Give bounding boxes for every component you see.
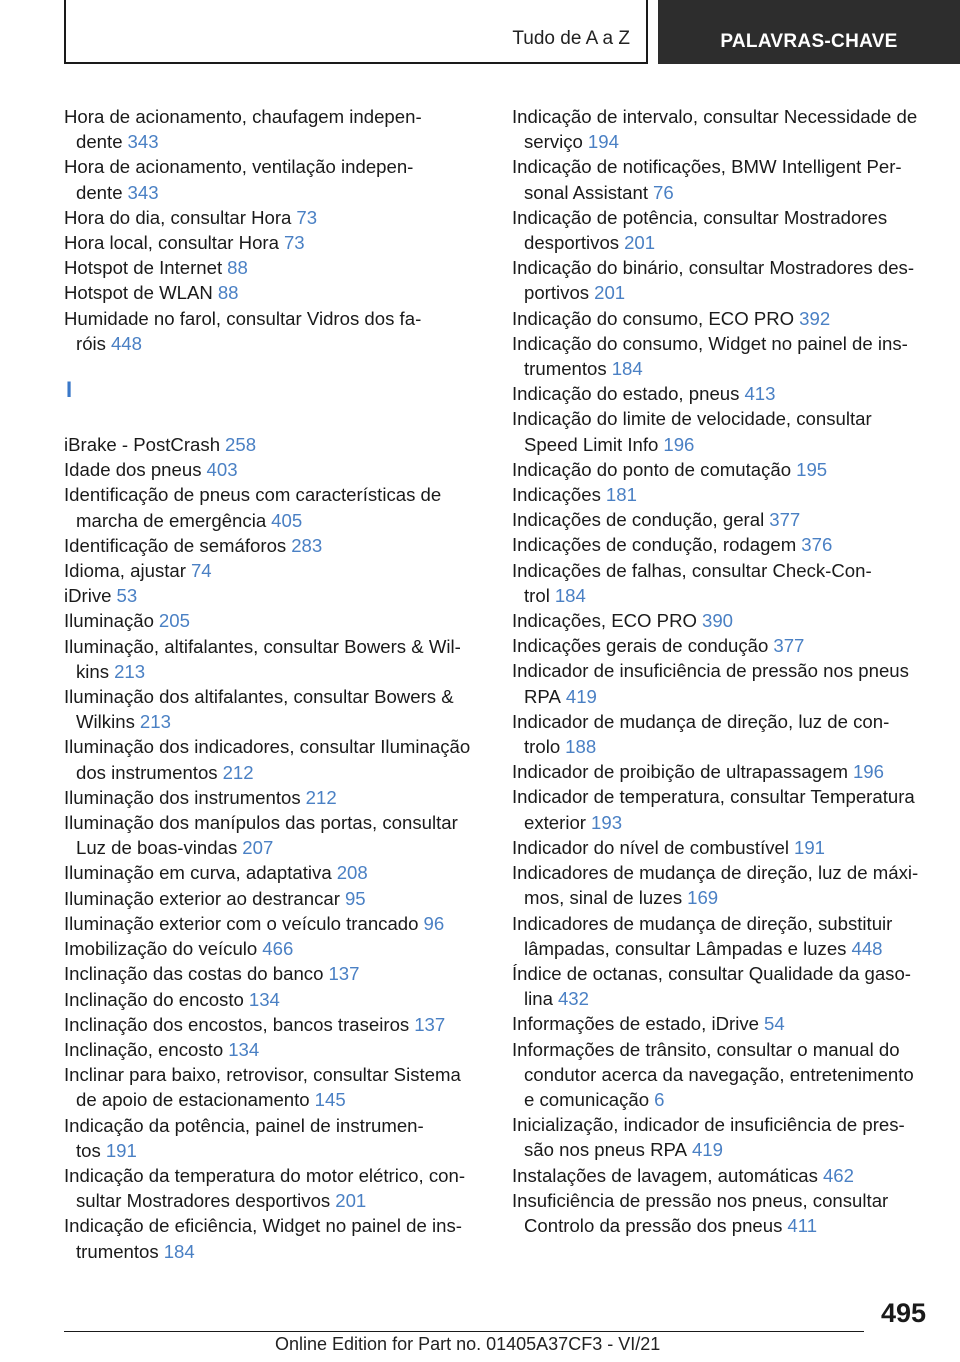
index-entry-page-link[interactable]: 184 <box>163 1240 195 1262</box>
index-entry-text: trol <box>524 584 550 606</box>
index-entry-text: Informações de trânsito, consultar o manual do <box>512 1038 900 1060</box>
index-entry <box>64 280 482 305</box>
index-entry-page-link[interactable]: 181 <box>605 484 637 506</box>
index-entry-page-link[interactable]: 137 <box>414 1013 446 1035</box>
index-entry-text: Iluminação dos manípulos das portas, consultar <box>64 812 458 834</box>
index-entry-text: lâmpadas, consultar Lâmpadas e luzes <box>524 937 847 959</box>
index-entry <box>64 987 482 1012</box>
index-entry-text: Indicações, ECO PRO <box>512 610 697 632</box>
index-entry-page-link[interactable]: 403 <box>206 459 238 481</box>
index-entry <box>512 306 932 331</box>
index-entry-text: Idioma, ajustar <box>64 560 186 582</box>
index-entry-text: tos <box>76 1139 101 1161</box>
index-entry-page-link[interactable]: 411 <box>787 1214 818 1236</box>
index-entry <box>64 810 482 860</box>
index-entry <box>64 457 482 482</box>
index-entry-text: Hora do dia, consultar Hora <box>64 206 292 228</box>
index-entry <box>512 331 932 381</box>
index-entry-text: Índice de octanas, consultar Qualidade da gaso- <box>512 962 911 984</box>
index-entry-page-link[interactable]: 213 <box>114 660 146 682</box>
index-entry-text: Identificação de pneus com características de <box>64 484 442 506</box>
index-entry-text: Inicialização, indicador de insuficiência de pres- <box>512 1114 905 1136</box>
index-entry <box>64 306 482 356</box>
index-entry-text: Controlo da pressão dos pneus <box>524 1214 783 1236</box>
index-entry-text: marcha de emergência <box>76 509 267 531</box>
index-entry <box>64 104 482 154</box>
index-entry <box>512 1112 932 1162</box>
index-entry <box>512 633 932 658</box>
index-entry <box>512 658 932 708</box>
index-entry <box>64 1213 482 1263</box>
index-entry-text: Iluminação dos altifalantes, consultar Bowers & <box>64 686 454 708</box>
index-entry-page-link[interactable]: 283 <box>291 534 323 556</box>
index-entry-page-link[interactable]: 195 <box>796 458 828 480</box>
index-entry-text: RPA <box>524 685 561 707</box>
index-entry-text: desportivos <box>524 232 620 254</box>
index-entry-text: Indicador do nível de combustível <box>512 836 789 858</box>
index-column-right <box>512 104 932 1238</box>
index-entry-page-link[interactable]: 207 <box>242 837 274 859</box>
index-entry-text: Imobilização do veículo <box>64 938 258 960</box>
index-entry-text: lina <box>524 988 553 1010</box>
index-entry <box>512 558 932 608</box>
index-entry <box>512 1037 932 1113</box>
index-entry-page-link[interactable]: 169 <box>687 887 719 909</box>
index-entry-page-link[interactable]: 343 <box>127 131 159 153</box>
index-entry-text: Indicação do binário, consultar Mostradores des- <box>512 257 915 279</box>
index-entry-page-link[interactable]: 188 <box>565 736 597 758</box>
index-entry-text: condutor acerca da navegação, entretenimento <box>524 1063 914 1085</box>
index-entry-text: Hotspot de WLAN <box>64 282 213 304</box>
index-entry-page-link[interactable]: 6 <box>654 1088 665 1110</box>
section-title: Tudo de A a Z <box>512 28 630 49</box>
index-entry <box>512 961 932 1011</box>
index-entry-page-link[interactable]: 390 <box>701 610 734 632</box>
index-entry-page-link[interactable]: 208 <box>336 862 368 884</box>
index-entry-page-link[interactable]: 191 <box>794 836 826 858</box>
index-entry <box>64 205 482 230</box>
index-entry <box>512 532 932 557</box>
index-entry-text: Instalações de lavagem, automáticas <box>512 1164 818 1186</box>
index-entry-text: Indicador de mudança de direção, luz de con- <box>512 710 890 732</box>
index-entry <box>512 1163 932 1188</box>
index-entry <box>64 734 482 784</box>
index-entry-text: Indicação de notificações, BMW Intelligent Per- <box>512 156 902 178</box>
index-entry <box>64 886 482 911</box>
index-entry-page-link[interactable]: 448 <box>851 937 883 959</box>
index-entry-text: Iluminação exterior com o veículo trancado <box>64 912 419 934</box>
index-entry-text: e comunicação <box>524 1088 650 1110</box>
index-entry-page-link[interactable]: 194 <box>587 131 619 153</box>
index-entry <box>512 709 932 759</box>
index-entry-page-link[interactable]: 88 <box>217 282 239 304</box>
index-entry-text: trolo <box>524 736 561 758</box>
index-entry-page-link[interactable]: 76 <box>653 181 674 203</box>
index-entry-text: Iluminação dos instrumentos <box>64 786 301 808</box>
index-entry-text: Indicações de condução, geral <box>512 509 765 531</box>
index-entry-page-link[interactable]: 201 <box>594 282 626 304</box>
index-entry-page-link[interactable]: 392 <box>799 307 831 329</box>
index-entry-text: Indicadores de mudança de direção, substituir <box>512 912 893 934</box>
index-entry <box>64 860 482 885</box>
index-entry-text: Hora local, consultar Hora <box>64 232 279 254</box>
index-entry <box>64 583 482 608</box>
index-entry-page-link[interactable]: 54 <box>764 1013 785 1035</box>
index-entry-text: trumentos <box>76 1240 159 1262</box>
index-entry <box>64 1037 482 1062</box>
index-entry-page-link[interactable]: 212 <box>305 786 337 808</box>
index-entry <box>64 634 482 684</box>
index-entry <box>64 432 482 457</box>
index-entry-text: Indicação do consumo, Widget no painel de ins- <box>512 332 908 354</box>
index-entry-text: Iluminação, altifalantes, consultar Bowers & Wil- <box>64 635 461 657</box>
index-entry-page-link[interactable]: 212 <box>222 761 254 783</box>
index-entry-text: róis <box>76 332 106 354</box>
index-entry-page-link[interactable]: 134 <box>248 988 280 1010</box>
index-entry-text: Inclinação dos encostos, bancos traseiros <box>64 1013 410 1035</box>
index-entry-page-link[interactable]: 419 <box>691 1139 723 1161</box>
index-entry-page-link[interactable]: 466 <box>262 938 294 960</box>
index-entry-page-link[interactable]: 184 <box>554 584 586 606</box>
index-entry <box>64 684 482 734</box>
index-entry-page-link[interactable]: 432 <box>557 988 589 1010</box>
index-entry-text: Hora de acionamento, chaufagem indepen- <box>64 106 422 127</box>
index-entry-page-link[interactable]: 448 <box>110 332 142 354</box>
index-entry-text: Indicação do estado, pneus <box>512 383 740 405</box>
index-entry <box>64 608 482 633</box>
index-entry-page-link[interactable]: 193 <box>591 811 623 833</box>
index-entry-text: iBrake - PostCrash <box>64 434 221 456</box>
index-entry-text: dente <box>76 131 123 153</box>
index-entry-text: iDrive <box>64 585 112 607</box>
index-entry <box>512 406 932 456</box>
index-entry-text: exterior <box>524 811 587 833</box>
index-entry-text: Indicação da potência, painel de instrumen- <box>64 1114 424 1136</box>
index-entry-page-link[interactable]: 413 <box>744 383 776 405</box>
index-entry-page-link[interactable]: 88 <box>227 257 248 279</box>
index-entry-text: Inclinação, encosto <box>64 1038 224 1060</box>
index-entry-page-link[interactable]: 196 <box>663 433 695 455</box>
index-entry-text: Indicação de eficiência, Widget no painel de ins- <box>64 1215 462 1237</box>
index-entry-page-link[interactable]: 405 <box>271 509 303 531</box>
index-entry-text: Hotspot de Internet <box>64 257 223 279</box>
index-entry-text: Indicação do consumo, ECO PRO <box>512 307 795 329</box>
index-entry <box>512 104 932 154</box>
index-entry <box>512 608 932 633</box>
index-entry <box>64 1012 482 1037</box>
page-number: 495 <box>880 1298 926 1328</box>
index-entry-page-link[interactable]: 137 <box>328 963 360 985</box>
index-entry-text: Indicações gerais de condução <box>512 635 769 657</box>
index-entry <box>512 1011 932 1036</box>
index-entry-text: portivos <box>524 282 590 304</box>
index-column-left <box>64 104 482 1264</box>
index-entry-text: Indicações de condução, rodagem <box>512 534 797 556</box>
index-entry-text: Informações de estado, iDrive <box>512 1013 760 1035</box>
index-entry <box>64 558 482 583</box>
index-entry-text: sonal Assistant <box>524 181 649 203</box>
index-letter-heading: I <box>66 377 73 403</box>
index-entry <box>512 507 932 532</box>
index-entry-text: dos instrumentos <box>76 761 218 783</box>
index-entry-text: Inclinação das costas do banco <box>64 963 324 985</box>
index-entry-page-link[interactable]: 377 <box>769 509 801 531</box>
index-entry <box>512 457 932 482</box>
index-entry-page-link[interactable]: 95 <box>344 887 366 909</box>
index-entry-text: Speed Limit Info <box>524 433 659 455</box>
index-entry <box>64 482 482 532</box>
index-entry-page-link[interactable]: 462 <box>822 1164 854 1186</box>
index-entry <box>512 381 932 406</box>
index-entry <box>512 759 932 784</box>
index-entry-text: Insuficiência de pressão nos pneus, consultar <box>512 1189 889 1211</box>
index-entry-page-link[interactable]: 201 <box>335 1190 367 1212</box>
index-entry-page-link[interactable]: 96 <box>423 912 445 934</box>
index-entry-text: Indicação da temperatura do motor elétrico, con- <box>64 1164 466 1186</box>
index-entry-text: Indicador de temperatura, consultar Temperatura <box>512 786 915 808</box>
index-entry-page-link[interactable]: 258 <box>225 434 257 456</box>
index-entry-text: Indicação de intervalo, consultar Necessidade de <box>512 106 918 127</box>
index-entry <box>64 1113 482 1163</box>
index-entry-text: são nos pneus RPA <box>524 1139 687 1161</box>
index-entry <box>64 154 482 204</box>
index-entry-text: kins <box>76 660 110 682</box>
index-entry-text: Indicações <box>512 484 601 506</box>
index-entry-page-link[interactable]: 74 <box>190 560 212 582</box>
index-entry-text: Iluminação <box>64 610 154 632</box>
index-entry-text: Iluminação em curva, adaptativa <box>64 862 332 884</box>
index-entry-text: Hora de acionamento, ventilação indepen- <box>64 156 414 178</box>
index-entry-page-link[interactable]: 134 <box>228 1038 260 1060</box>
index-entry <box>512 482 932 507</box>
index-entry <box>512 154 932 204</box>
index-entry-page-link[interactable]: 196 <box>852 761 884 783</box>
header-tab-label: PALAVRAS-CHAVE <box>720 31 898 52</box>
index-entry <box>512 1188 932 1238</box>
index-entry-text: Wilkins <box>76 711 135 733</box>
index-entry <box>64 785 482 810</box>
index-entry-page-link[interactable]: 376 <box>801 534 833 556</box>
index-entry-text: Indicador de proibição de ultrapassagem <box>512 761 848 783</box>
footer-edition-text: Online Edition for Part no. 01405A37CF3 - VI/21 <box>275 1334 661 1354</box>
header-frame <box>64 0 648 64</box>
index-entry-text: Inclinação do encosto <box>64 988 244 1010</box>
index-entry-page-link[interactable]: 145 <box>314 1089 346 1111</box>
index-entry <box>512 205 932 255</box>
index-entry-page-link[interactable]: 73 <box>283 232 305 254</box>
index-entry-page-link[interactable]: 343 <box>127 181 159 203</box>
index-entry <box>512 835 932 860</box>
index-entry <box>64 255 482 280</box>
index-entry-text: Indicação do limite de velocidade, consultar <box>512 408 872 430</box>
index-entry <box>64 911 482 936</box>
index-entry-text: de apoio de estacionamento <box>76 1089 310 1111</box>
index-entry-page-link[interactable]: 419 <box>565 685 597 707</box>
index-entry-text: serviço <box>524 131 583 153</box>
index-entry-text: Indicação de potência, consultar Mostradores <box>512 206 888 228</box>
index-entry-page-link[interactable]: 213 <box>139 711 171 733</box>
footer-divider <box>64 1331 864 1332</box>
index-entry-page-link[interactable]: 205 <box>158 610 190 632</box>
index-entry-text: trumentos <box>524 358 607 380</box>
header-tab-keywords[interactable] <box>658 0 960 64</box>
index-entry-text: sultar Mostradores desportivos <box>76 1190 331 1212</box>
index-entry-text: Indicações de falhas, consultar Check-Con- <box>512 559 872 581</box>
index-entry-page-link[interactable]: 201 <box>624 232 656 254</box>
index-entry-text: mos, sinal de luzes <box>524 887 683 909</box>
index-entry <box>64 961 482 986</box>
index-entry <box>64 936 482 961</box>
index-entry-text: Indicador de insuficiência de pressão nos pneus <box>512 660 909 682</box>
index-entry-page-link[interactable]: 377 <box>773 635 805 657</box>
index-entry <box>64 533 482 558</box>
index-entry-page-link[interactable]: 191 <box>105 1139 137 1161</box>
index-entry-text: dente <box>76 181 123 203</box>
index-entry-page-link[interactable]: 73 <box>296 206 318 228</box>
index-entry-text: Inclinar para baixo, retrovisor, consultar Sistema <box>64 1064 461 1086</box>
index-entry-text: Humidade no farol, consultar Vidros dos fa- <box>64 307 422 329</box>
index-entry <box>512 784 932 834</box>
index-entry-text: Iluminação dos indicadores, consultar Iluminação <box>64 736 471 758</box>
index-entry-text: Identificação de semáforos <box>64 534 287 556</box>
index-entry-text: Indicação do ponto de comutação <box>512 458 792 480</box>
index-entry <box>512 255 932 305</box>
index-entry <box>512 860 932 910</box>
index-entry-text: Luz de boas-vindas <box>76 837 238 859</box>
index-entry <box>512 911 932 961</box>
index-entry <box>64 230 482 255</box>
index-entry-text: Iluminação exterior ao destrancar <box>64 887 340 909</box>
index-entry-page-link[interactable]: 184 <box>611 358 643 380</box>
index-entry <box>64 1163 482 1213</box>
index-entry-page-link[interactable]: 53 <box>116 585 138 607</box>
index-entry <box>64 1062 482 1112</box>
index-entry-text: Indicadores de mudança de direção, luz de máxi- <box>512 862 919 884</box>
index-entry-text: Idade dos pneus <box>64 459 202 481</box>
